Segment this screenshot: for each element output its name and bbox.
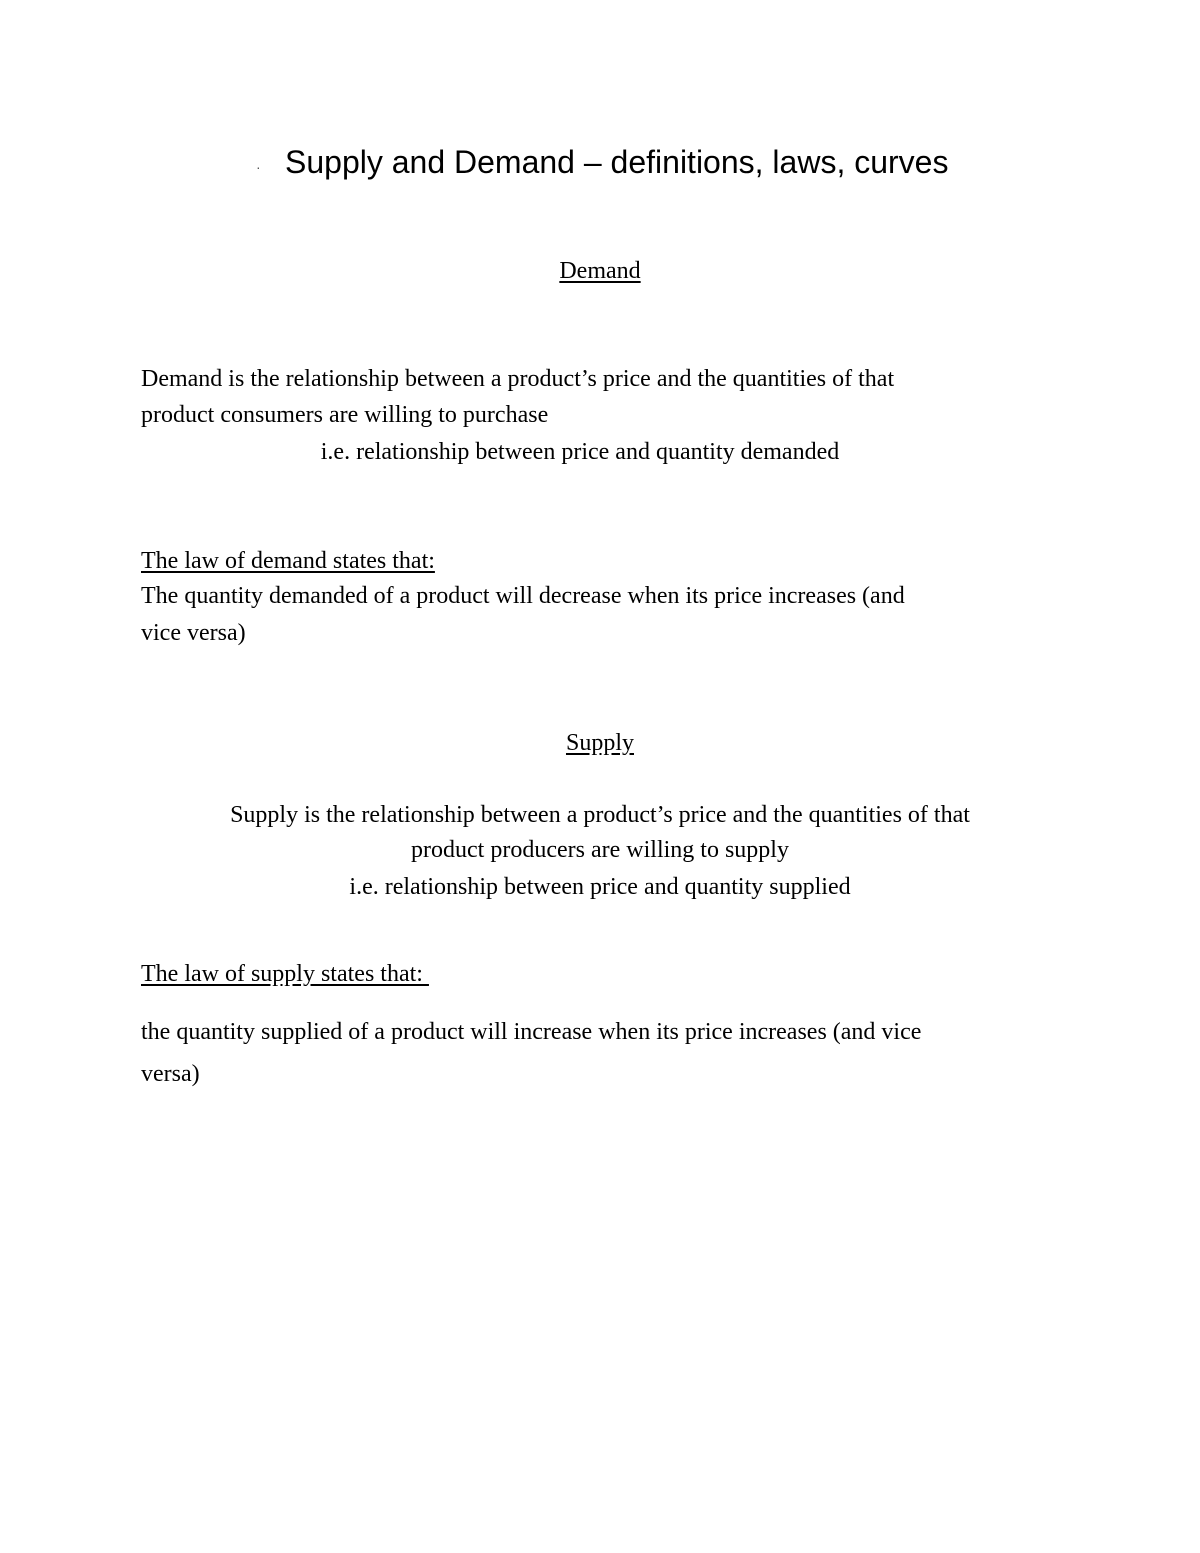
demand-heading: Demand xyxy=(559,258,641,284)
law-of-demand-heading: The law of demand states that: xyxy=(141,548,435,574)
supply-ie-line: i.e. relationship between price and quantity supplied xyxy=(349,874,851,900)
supply-definition-line-2: product producers are willing to supply xyxy=(411,837,789,863)
demand-definition-line-1: Demand is the relationship between a product’s price and the quantities of that xyxy=(141,366,895,392)
supply-definition-line-1: Supply is the relationship between a product’s price and the quantities of that xyxy=(230,802,970,828)
supply-heading: Supply xyxy=(565,730,634,756)
law-of-demand-line-2: vice versa) xyxy=(141,620,246,646)
title-bullet: · xyxy=(256,159,261,175)
law-of-demand-line-1: The quantity demanded of a product will decrease when its price increases (and xyxy=(141,583,905,609)
demand-ie-line: i.e. relationship between price and quantity demanded xyxy=(320,439,840,465)
law-of-supply-line-2: versa) xyxy=(141,1061,200,1087)
document-title: Supply and Demand – definitions, laws, curves xyxy=(285,144,949,180)
law-of-supply-heading: The law of supply states that: xyxy=(141,961,429,987)
law-of-supply-line-1: the quantity supplied of a product will increase when its price increases (and vice xyxy=(141,1019,922,1045)
demand-definition-line-2: product consumers are willing to purchase xyxy=(141,402,549,428)
